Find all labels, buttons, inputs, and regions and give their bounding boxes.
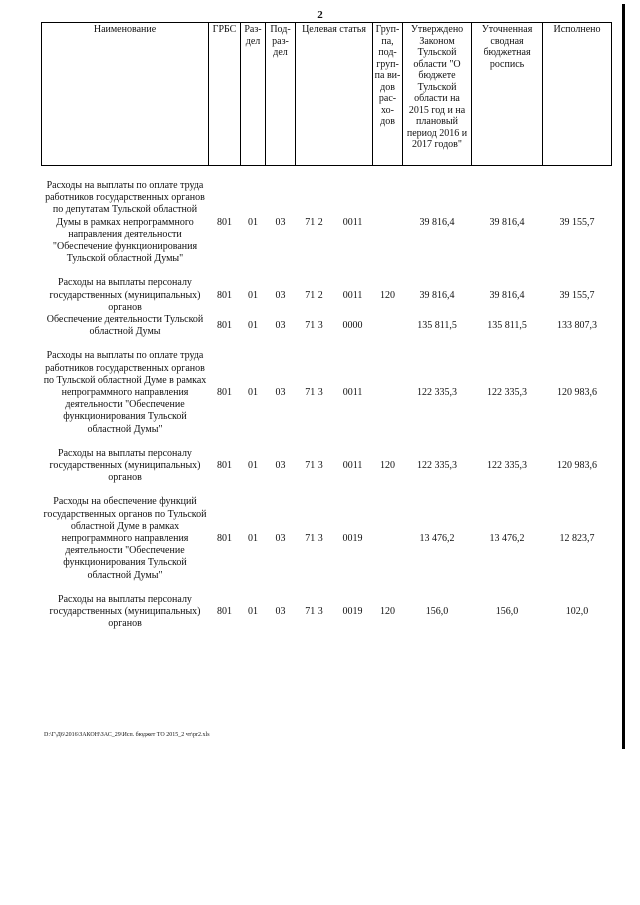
header-row [42, 23, 612, 166]
row-podrazdel: 03 [275, 289, 286, 301]
spacer-row [42, 338, 612, 350]
header-grbs: ГРБС [209, 23, 241, 166]
header-group: Груп-па, под-груп-па ви-дов рас-хо-дов [373, 23, 403, 166]
row-podrazdel: 03 [275, 606, 286, 618]
table-row [42, 448, 612, 485]
row-target-code: 0000 [342, 320, 363, 332]
row-name: Расходы на выплаты по оплате труда работников государственных органов по депутатам Тульской областной Думы в рамках непрограммного направления деятельности "Обеспечение функционирования Тульской областной Думы" [45, 180, 205, 265]
table-row [42, 496, 612, 581]
row-refined: 135 811,5 [487, 320, 527, 332]
row-approved: 39 816,4 [419, 216, 455, 228]
spacer-row [42, 436, 612, 448]
table-row [42, 180, 612, 265]
row-target-code: 0019 [342, 606, 363, 618]
row-podrazdel: 03 [275, 533, 286, 545]
row-approved: 13 476,2 [419, 533, 455, 545]
row-razdel: 01 [248, 533, 258, 545]
row-executed: 120 983,6 [557, 460, 598, 472]
row-target-code: 0011 [342, 460, 363, 472]
row-name: Расходы на обеспечение функций государственных органов по Тульской областной Думе в рамках непрограммного направления деятельности "Обеспечение функционирования Тульской областной Думы" [43, 496, 207, 581]
row-target-prefix: 71 3 [305, 533, 323, 545]
row-approved: 122 335,3 [417, 460, 458, 472]
spacer-row [42, 166, 612, 181]
header-approved: Утверждено Законом Тульской области "О бюджете Тульской области на 2015 год и на плановый период 2016 и 2017 годов" [403, 23, 472, 166]
row-grbs: 801 [217, 320, 232, 332]
row-target-prefix: 71 3 [305, 387, 323, 399]
header-razdel: Раз-дел [241, 23, 266, 166]
row-target-prefix: 71 3 [305, 320, 323, 332]
row-approved: 135 811,5 [417, 320, 457, 332]
page-number: 2 [317, 9, 323, 21]
row-razdel: 01 [248, 387, 258, 399]
row-group: 120 [380, 460, 396, 472]
row-executed: 120 983,6 [557, 387, 598, 399]
header-podrazdel: Под-раз-дел [266, 23, 296, 166]
budget-table [41, 22, 612, 631]
header-target: Целевая статья [296, 23, 373, 166]
row-razdel: 01 [248, 320, 258, 332]
row-refined: 13 476,2 [489, 533, 525, 545]
row-razdel: 01 [248, 460, 258, 472]
header-refined: Уточненная сводная бюджетная роспись [472, 23, 543, 166]
row-target-code: 0011 [342, 216, 363, 228]
row-grbs: 801 [217, 460, 232, 472]
row-target-prefix: 71 3 [305, 606, 323, 618]
row-grbs: 801 [217, 606, 232, 618]
row-grbs: 801 [217, 289, 232, 301]
header-name: Наименование [42, 23, 209, 166]
row-approved: 156,0 [425, 606, 449, 618]
row-refined: 39 816,4 [489, 216, 525, 228]
row-group: 120 [380, 289, 396, 301]
row-name: Расходы на выплаты персоналу государственных (муниципальных) органов [49, 447, 201, 484]
row-podrazdel: 03 [275, 320, 286, 332]
row-executed: 39 155,7 [559, 216, 595, 228]
row-refined: 39 816,4 [489, 289, 525, 301]
table-row [42, 594, 612, 631]
row-refined: 156,0 [495, 606, 519, 618]
row-razdel: 01 [248, 289, 258, 301]
row-executed: 12 823,7 [559, 533, 595, 545]
row-group: 120 [380, 606, 396, 618]
spacer-row [42, 484, 612, 496]
scan-edge-bar [622, 4, 625, 749]
spacer-row [42, 265, 612, 277]
row-grbs: 801 [217, 533, 232, 545]
row-podrazdel: 03 [275, 387, 286, 399]
row-refined: 122 335,3 [487, 387, 528, 399]
row-executed: 133 807,3 [557, 320, 598, 332]
row-refined: 122 335,3 [487, 460, 528, 472]
row-podrazdel: 03 [275, 216, 286, 228]
row-target-prefix: 71 2 [305, 289, 323, 301]
row-executed: 39 155,7 [559, 289, 595, 301]
file-path-footer: D:\Г\Д6\2016\ЗАКОН\ЗАС_29\Исп. бюджет ТО 2015_2 чт\pr2.xls [44, 732, 210, 738]
row-executed: 102,0 [565, 606, 589, 618]
row-podrazdel: 03 [275, 460, 286, 472]
row-name: Обеспечение деятельности Тульской областной Думы [46, 314, 204, 338]
row-target-prefix: 71 3 [305, 460, 323, 472]
header-executed: Исполнено [543, 23, 612, 166]
row-approved: 122 335,3 [417, 387, 458, 399]
table-row [42, 277, 612, 314]
spacer-row [42, 582, 612, 594]
row-razdel: 01 [248, 606, 258, 618]
row-target-code: 0011 [342, 387, 363, 399]
table-row [42, 314, 612, 338]
row-group [373, 314, 403, 338]
row-target-code: 0011 [342, 289, 363, 301]
row-group [373, 350, 403, 435]
row-grbs: 801 [217, 216, 232, 228]
row-approved: 39 816,4 [419, 289, 455, 301]
row-group [373, 180, 403, 265]
row-name: Расходы на выплаты персоналу государственных (муниципальных) органов [49, 277, 201, 313]
row-name: Расходы на выплаты по оплате труда работников государственных органов по Тульской областной Думе в рамках непрограммного направления деятельности "Обеспечение функционирования Тульской областной Думы" [43, 350, 207, 435]
table-row [42, 350, 612, 435]
row-target-code: 0019 [342, 533, 363, 545]
row-group [373, 496, 403, 581]
row-name: Расходы на выплаты персоналу государственных (муниципальных) органов [49, 593, 201, 630]
row-razdel: 01 [248, 216, 258, 228]
row-grbs: 801 [217, 387, 232, 399]
row-target-prefix: 71 2 [305, 216, 323, 228]
